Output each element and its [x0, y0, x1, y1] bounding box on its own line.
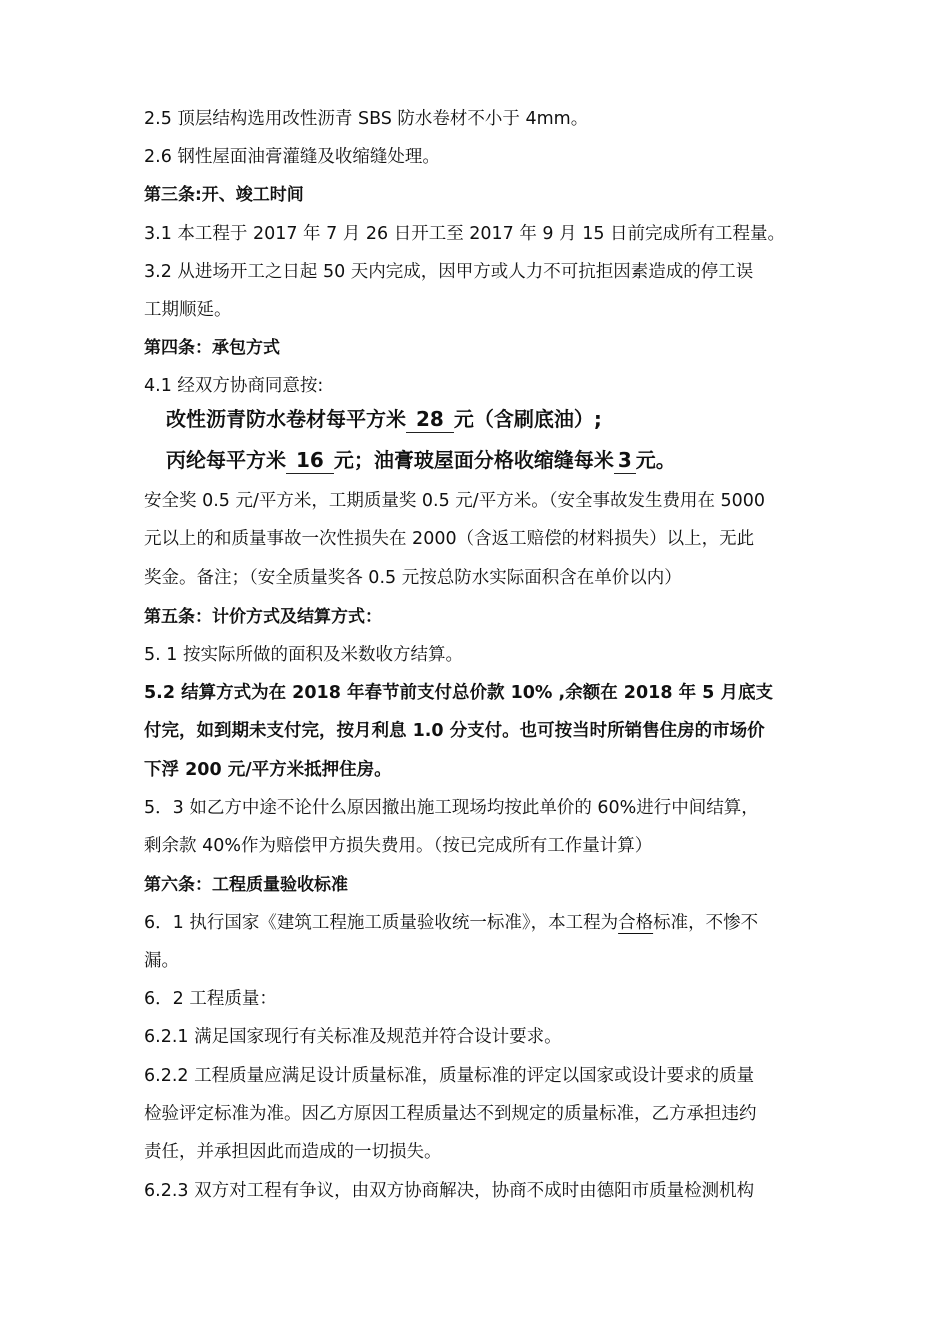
price-line-polypropylene: [166, 446, 676, 474]
clause-6-2-3: 6.2.3 双方对工程有争议，由双方协商解决，协商不成时由德阳市质量检测机构: [144, 1181, 755, 1201]
clause-6-2-1: 6.2.1 满足国家现行有关标准及规范并符合设计要求。: [144, 1027, 562, 1047]
price-polypropylene-label: 丙纶每平方米: [166, 448, 286, 472]
clause-6-2: 6．2 工程质量：: [144, 989, 277, 1009]
clause-3-2-cont: 工期顺延。: [144, 300, 232, 320]
price-joint-value: 3: [614, 447, 636, 474]
clause-4-1: 4.1 经双方协商同意按:: [144, 376, 324, 396]
clause-6-1: [144, 911, 758, 935]
heading-article-5: 第五条：计价方式及结算方式：: [144, 607, 382, 627]
price-joint-unit: 元。: [635, 448, 676, 472]
clause-6-1-cont: 漏。: [144, 951, 179, 971]
clause-6-1-tail: 标准，不惨不: [653, 913, 759, 933]
clause-3-2: 3.2 从进场开工之日起 50 天内完成，因甲方或人力不可抗拒因素造成的停工误: [144, 262, 754, 282]
heading-article-6: 第六条：工程质量验收标准: [144, 875, 348, 895]
clause-5-3: 5．3 如乙方中途不论什么原因撤出施工现场均按此单价的 60%进行中间结算，: [144, 798, 759, 818]
clause-6-2-2-cont-2: 责任，并承担因此而造成的一切损失。: [144, 1142, 442, 1162]
price-line-membrane: [166, 405, 602, 433]
clause-3-1: 3.1 本工程于 2017 年 7 月 26 日开工至 2017 年 9 月 15 日前完成所有工程量。: [144, 224, 786, 244]
clause-6-1-text: 6．1 执行国家《建筑工程施工质量验收统一标准》，本工程为: [144, 913, 619, 933]
heading-article-3: 第三条:开、竣工时间: [144, 185, 304, 205]
price-membrane-value: 28: [406, 406, 454, 433]
safety-bonus: 安全奖 0.5 元/平方米，工期质量奖 0.5 元/平方米。（安全事故发生费用在 5000: [144, 491, 766, 511]
clause-6-2-2-cont-1: 检验评定标准为准。因乙方原因工程质量达不到规定的质量标准，乙方承担违约: [144, 1104, 757, 1124]
clause-5-2: 5.2 结算方式为在 2018 年春节前支付总价款 10% ,余额在 2018 年 5 月底支: [144, 683, 773, 703]
clause-2-6: 2.6 钢性屋面油膏灌缝及收缩缝处理。: [144, 147, 440, 167]
heading-article-4: 第四条：承包方式: [144, 338, 280, 358]
clause-5-2-cont-2: 下浮 200 元/平方米抵押住房。: [144, 760, 392, 780]
safety-bonus-cont-2: 奖金。备注；（安全质量奖各 0.5 元按总防水实际面积含在单价以内）: [144, 568, 682, 588]
clause-5-2-cont-1: 付完，如到期未支付完，按月利息 1.0 分支付。也可按当时所销售住房的市场价: [144, 721, 765, 741]
safety-bonus-cont-1: 元以上的和质量事故一次性损失在 2000（含返工赔偿的材料损失）以上，无此: [144, 529, 755, 549]
clause-5-3-cont: 剩余款 40%作为赔偿甲方损失费用。（按已完成所有工作量计算）: [144, 836, 653, 856]
clause-2-5: 2.5 顶层结构选用改性沥青 SBS 防水卷材不小于 4mm。: [144, 109, 589, 129]
price-membrane-label: 改性沥青防水卷材每平方米: [166, 407, 406, 431]
clause-6-2-2: 6.2.2 工程质量应满足设计质量标准，质量标准的评定以国家或设计要求的质量: [144, 1066, 755, 1086]
price-polypropylene-value: 16: [286, 447, 334, 474]
price-joint-label: 元；油膏玻屋面分格收缩缝每米: [333, 448, 614, 472]
clause-6-1-grade: 合格: [618, 913, 654, 933]
clause-5-1: 5. 1 按实际所做的面积及米数收方结算。: [144, 645, 463, 665]
price-membrane-unit: 元（含刷底油）;: [453, 407, 602, 431]
